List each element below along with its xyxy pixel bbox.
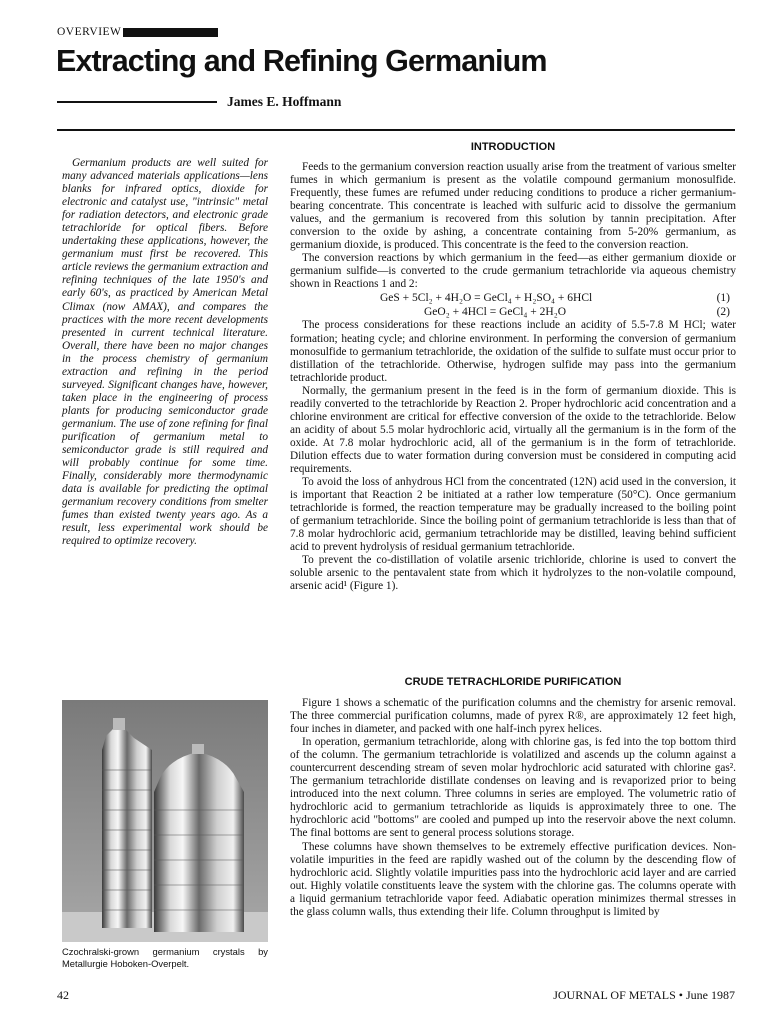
article-title: Extracting and Refining Germanium <box>56 44 547 78</box>
reaction-2-number: (2) <box>716 306 730 319</box>
crystals-illustration <box>62 700 268 942</box>
intro-paragraph-1: Feeds to the germanium conversion reaction usually arise from the treatment of various smelter fumes in which germanium is present as the volatile compound germanium monosulfide. Frequently, these fumes are refumed under reducing conditions to produce a richer germanium-bearing concentrate. This concentrate is leached with sulfuric acid to dissolve the germanium values, and the germanium is recovered from this solution by tannin precipitation. After conversion to the oxide by ashing, a concentrate containing from 5-20% germanium, as germanium dioxide, is produced. This concentrate is the feed to the conversion reaction. <box>290 161 736 252</box>
intro-paragraph-6: To prevent the co-distillation of volatile arsenic trichloride, chlorine is used to convert the soluble arsenic to the pentavalent state from which it hydrolyzes to the non-volatile compound, arsenic acid¹ (Figure 1). <box>290 554 736 593</box>
byline-rule <box>57 101 217 102</box>
abstract: Germanium products are well suited for many advanced materials applications—lens blanks for infrared optics, dioxide for electronic and catalyst use, "intrinsic" metal for radiation detectors, and electronic grade tetrachloride for optical fibers. Before undertaking these applications, however, the germanium must first be recovered. This article reviews the germanium extraction and refining techniques of the late 1950's and early 60's, as practiced by American Metal Climax (now AMAX), and compares the practices with the more recent developments presented in current technical literature. Overall, there have been no major changes in the process chemistry of germanium extraction and refining in the period surveyed. Significant changes have, however, taken place in the engineering of process plants for producing semiconductor grade germanium. The use of zone refining for final purification of germanium metal to semiconductor grade is still required and will probably continue for some time. Finally, considerably more thermodynamic data is available for predicting the optimal germanium recovery conditions from smelter fumes than existed twenty years ago. As a result, less experimental work should be required to optimize recovery. <box>62 157 268 548</box>
header-rule <box>57 129 735 131</box>
figure-caption: Czochralski-grown germanium crystals by Metallurgie Hoboken-Overpelt. <box>62 946 268 969</box>
reaction-2-equation: GeO₂ + 4HCl = GeCl₄ + 2H₂O <box>424 306 567 319</box>
reaction-2 <box>290 305 736 319</box>
intro-paragraph-3: The process considerations for these reactions include an acidity of 5.5-7.8 M HCl; water formation; heating cycle; and chlorine environment. In performing the conversion of germanium monosulfide to germanium tetrachloride, the oxidation of the sulfide to sulfate must occur prior to distillation of the tetrachloride. Otherwise, hydrogen sulfide may pass into the germanium tetrachloride product. <box>290 319 736 384</box>
crude-paragraph-3: These columns have shown themselves to be extremely effective purification devices. Non-volatile impurities in the feed are rapidly washed out of the column by the descending flow of hydrochloric acid. Slightly volatile impurities pass into the hydrochloric acid layer and are carried out. Highly volatile constituents leave the system with the chlorine gas. The columns operate with a liquid germanium tetrachloride vapor feed. Adiabatic operation minimizes thermal stresses in the glass column walls, thus extending their life. Column throughput is limited by <box>290 840 736 918</box>
introduction-heading: INTRODUCTION <box>470 141 556 153</box>
crude-purification-heading: CRUDE TETRACHLORIDE PURIFICATION <box>404 676 622 688</box>
reaction-1 <box>290 291 736 305</box>
page-number: 42 <box>57 988 69 1002</box>
intro-paragraph-5: To avoid the loss of anhydrous HCl from the concentrated (12N) acid used in the conversion, it is important that Reaction 2 be initiated at a rather low temperature (50°C). Once germanium tetrachloride is formed, the reaction temperature may be gradually increased to the boiling point of germanium tetrachloride. Since the boiling point of germanium tetrachloride is less than that of 7.8 molar hydrochloric acid, germanium tetrachloride may be distilled, leaving behind sufficient acid to prevent hydrolysis of residual germanium tetrachloride. <box>290 476 736 554</box>
journal-footer: JOURNAL OF METALS • June 1987 <box>553 988 735 1002</box>
introduction-section <box>290 141 736 593</box>
section-label <box>57 26 218 38</box>
byline <box>57 94 341 110</box>
crude-paragraph-1: Figure 1 shows a schematic of the purification columns and the chemistry for arsenic removal. The three commercial purification columns, made of pyrex R®, are approximately 12 feet high, four inches in diameter, and packed with one half-inch pyrex helices. <box>290 697 736 736</box>
reaction-1-number: (1) <box>716 292 730 305</box>
intro-paragraph-2: The conversion reactions by which germanium in the feed—as either germanium dioxide or germanium sulfide—is converted to the crude germanium tetrachloride via aqueous chemistry shown in Reactions 1 and 2: <box>290 252 736 291</box>
reaction-1-equation: GeS + 5Cl₂ + 4H₂O = GeCl₄ + H₂SO₄ + 6HCl <box>380 292 593 305</box>
author-name: James E. Hoffmann <box>227 94 342 109</box>
crude-paragraph-2: In operation, germanium tetrachloride, along with chlorine gas, is fed into the top bottom third of the column. The germanium tetrachloride is volatilized and ascends up the column against a countercurrent descending stream of seven molar hydrochloric acid saturated with chlorine gas². The germanium tetrachloride distillate condenses on leaving and is revaporized prior to being introduced into the next column. Three columns in series are employed. The volumetric ratio of hydrochloric acid to germanium tetrachloride as liquids is approximately three to one. The hydrochloric acid "bottoms" are cooled and pumped up into the reservoir above the next column. The final bottoms are sent to general process solutions storage. <box>290 736 736 840</box>
crude-purification-section <box>290 676 736 919</box>
section-label-bar <box>123 28 218 37</box>
intro-paragraph-4: Normally, the germanium present in the feed is in the form of germanium dioxide. This is readily converted to the tetrachloride by Reaction 2. Proper hydrochloric acid concentration and a chlorine environment are critical for effective conversion of the oxide to the tetrachloride. Below an acidity of about 5.5 molar hydrochloric acid, virtually all the germanium is in the form of the oxide. At 7.8 molar hydrochloric acid, all of the germanium is in the form of tetrachloride. Dilution effects due to water formation during conversion must be considered in computing acid requirements. <box>290 384 736 475</box>
section-label-text: OVERVIEW <box>57 26 122 38</box>
germanium-crystals-photo <box>62 700 268 942</box>
